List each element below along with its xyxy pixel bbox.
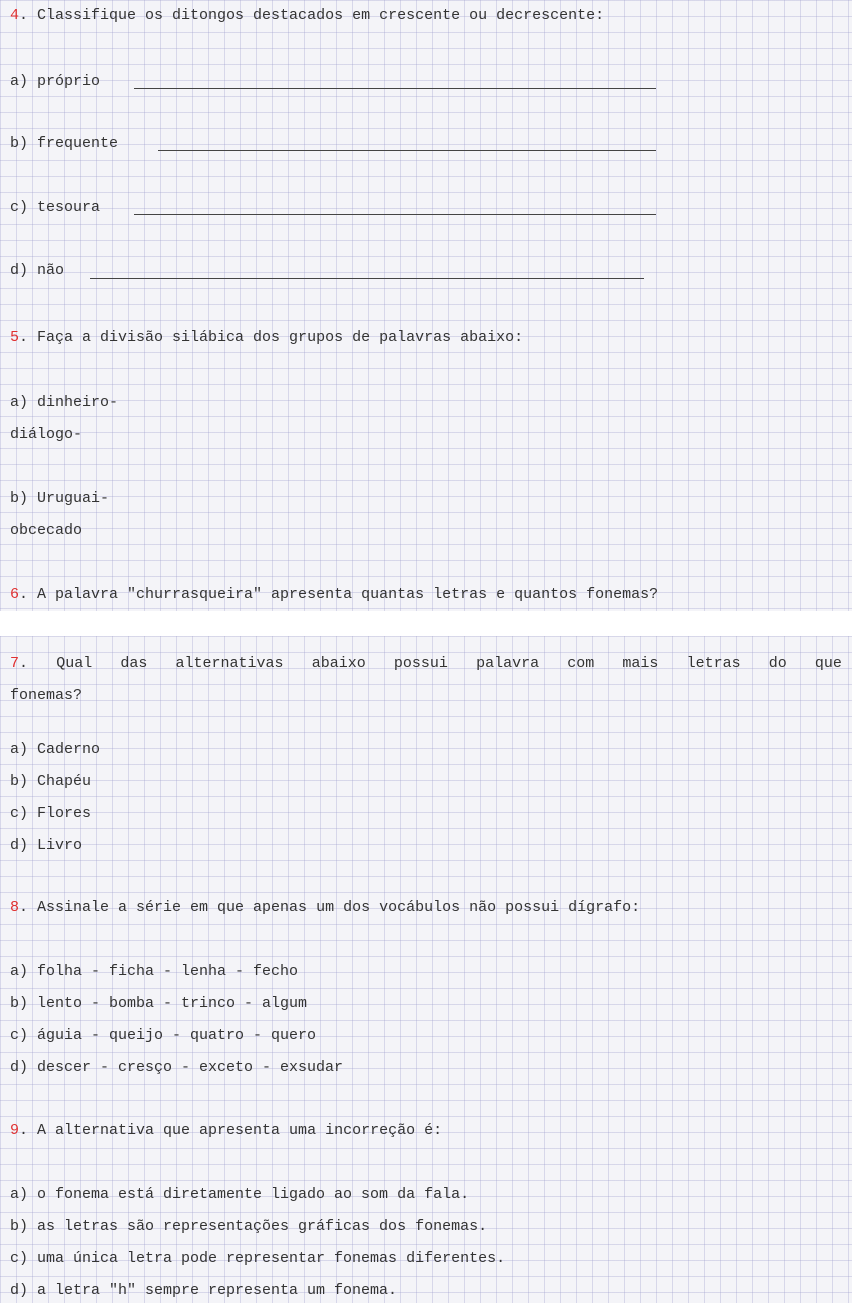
question-text: . Faça a divisão silábica dos grupos de palavras abaixo:: [19, 329, 524, 346]
q5-line-a: a) dinheiro-: [10, 394, 119, 411]
q4-item-a-answer-line[interactable]: [134, 88, 656, 89]
question-7-line-1: 7. Qual das alternativas abaixo possui palavra com mais letras do que: [10, 655, 842, 672]
q4-item-c-answer-line[interactable]: [134, 214, 656, 215]
q8-option-d[interactable]: d) descer - cresço - exceto - exsudar: [10, 1059, 344, 1076]
question-text: . A palavra "churrasqueira" apresenta quantas letras e quantos fonemas?: [19, 586, 659, 603]
worksheet-page-2: [0, 636, 852, 1303]
question-6: [10, 585, 658, 605]
q5-line-b: b) Uruguai-: [10, 490, 110, 507]
q9-option-a[interactable]: a) o fonema está diretamente ligado ao som da fala.: [10, 1186, 470, 1203]
question-number: 8: [10, 899, 20, 916]
question-number: 9: [10, 1122, 20, 1139]
question-text: . Assinale a série em que apenas um dos vocábulos não possui dígrafo:: [19, 899, 641, 916]
question-text: . Classifique os ditongos destacados em crescente ou decrescente:: [19, 7, 605, 24]
question-7-line-2: fonemas?: [10, 687, 83, 704]
q7-option-c[interactable]: c) Flores: [10, 805, 92, 822]
question-8: [10, 898, 640, 918]
question-number: 6: [10, 586, 20, 603]
q4-item-c-label: c) tesoura: [10, 199, 101, 216]
q7-option-d[interactable]: d) Livro: [10, 837, 83, 854]
question-4: [10, 6, 604, 26]
q8-option-b[interactable]: b) lento - bomba - trinco - algum: [10, 995, 308, 1012]
q7-option-b[interactable]: b) Chapéu: [10, 773, 92, 790]
q4-item-d-label: d) não: [10, 262, 65, 279]
q5-line-a-2: diálogo-: [10, 426, 83, 443]
q4-item-b-label: b) frequente: [10, 135, 119, 152]
q4-item-b-answer-line[interactable]: [158, 150, 656, 151]
question-number: 5: [10, 329, 20, 346]
question-text: . A alternativa que apresenta uma incorreção é:: [19, 1122, 443, 1139]
q7-option-a[interactable]: a) Caderno: [10, 741, 101, 758]
question-9: [10, 1121, 442, 1141]
q9-option-d[interactable]: d) a letra "h" sempre representa um fonema.: [10, 1282, 398, 1299]
question-number: 4: [10, 7, 20, 24]
q8-option-a[interactable]: a) folha - ficha - lenha - fecho: [10, 963, 299, 980]
q4-item-a-label: a) próprio: [10, 73, 101, 90]
q4-item-d-answer-line[interactable]: [90, 278, 644, 279]
q8-option-c[interactable]: c) águia - queijo - quatro - quero: [10, 1027, 317, 1044]
q5-line-b-2: obcecado: [10, 522, 83, 539]
question-5: [10, 328, 523, 348]
worksheet-page-1: [0, 0, 852, 611]
q9-option-c[interactable]: c) uma única letra pode representar fonemas diferentes.: [10, 1250, 506, 1267]
question-number: 7: [10, 655, 20, 672]
q9-option-b[interactable]: b) as letras são representações gráficas dos fonemas.: [10, 1218, 488, 1235]
